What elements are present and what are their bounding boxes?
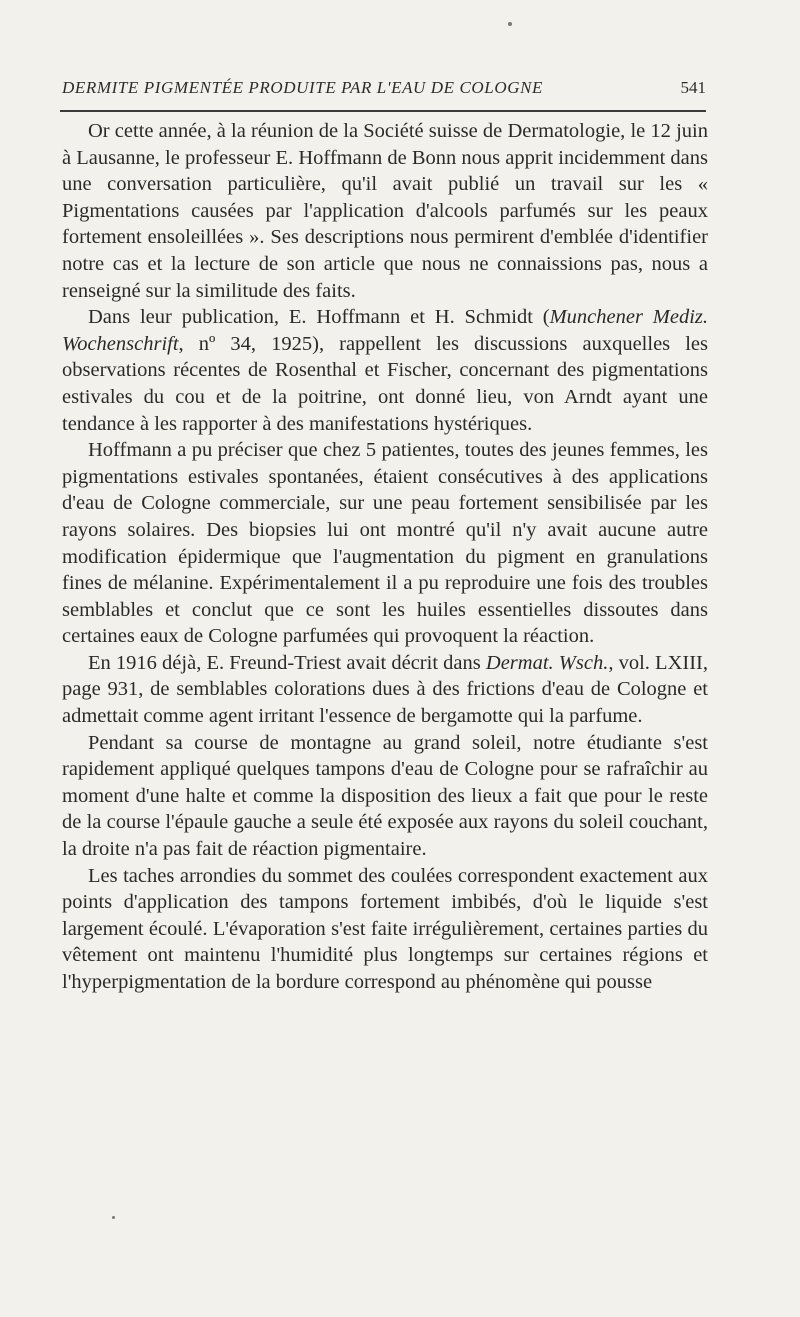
text-run: Les taches arrondies du sommet des coulées correspondent exactement aux points d'application des tampons fortement imbibés, d'où le liquide s'est largement écoulé. L'évaporation s'est faite irrégulièrement, certaines parties du vêtement ont maintenu l'humidité plus longtemps sur certaines régions et l'hyperpigmentation de la bordure correspond au phénomène qui pousse: [62, 864, 708, 993]
running-title: DERMITE PIGMENTÉE PRODUITE PAR L'EAU DE COLOGNE: [62, 78, 544, 97]
text-run: Pendant sa course de montagne au grand soleil, notre étudiante s'est rapidement appliqué quelques tampons d'eau de Cologne pour se rafraîchir au moment d'une halte et comme la disposition des lieux a fait que pour le reste de la course l'épaule gauche a seule été exposée aux rayons du soleil couchant, la droite n'a pas fait de réaction pigmentaire.: [62, 731, 708, 861]
italic-citation: Dermat. Wsch.: [485, 651, 609, 674]
text-run: En 1916 déjà, E. Freund-Triest avait décrit dans: [88, 651, 486, 674]
page-number: 541: [680, 78, 706, 97]
text-run: Hoffmann a pu préciser que chez 5 patientes, toutes des jeunes femmes, les pigmentations estivales spontanées, étaient consécutives à des applications d'eau de Cologne commerciale, sur une peau fortement sensibilisée par les rayons solaires. Des biopsies lui ont montré qu'il n'y avait aucune autre modification épidermique que l'augmentation du pigment en granulations fines de mélanine. Expérimentalement il a pu reproduire une fois des troubles semblables et conclut que ce sont les huiles essentielles dissoutes dans certaines eaux de Cologne parfumées qui provoquent la réaction.: [62, 439, 708, 648]
paragraph: [62, 437, 708, 650]
text-run: , vol. LXIII, page 931, de semblables colorations dues à des frictions d'eau de Cologne et admettait comme agent irritant l'essence de bergamotte qui la parfume.: [62, 651, 708, 728]
text-run: , nº 34, 1925), rappellent les discussions auxquelles les observations récentes de Rosenthal et Fischer, concernant des pigmentations estivales du cou et de la poitrine, ont donné lieu, von Arndt ayant une tendance à les rapporter à des manifestations hystériques.: [62, 332, 708, 435]
page-speck: [112, 1216, 115, 1219]
running-header: [62, 78, 706, 98]
paragraph: [62, 863, 708, 996]
header-rule: [60, 110, 706, 112]
body-text: [62, 118, 708, 996]
paragraph: [62, 118, 708, 304]
italic-citation: Munchener Mediz. Wochenschrift: [62, 306, 709, 355]
page-speck: [508, 22, 512, 26]
text-run: Dans leur publication, E. Hoffmann et H. Schmidt (: [88, 306, 550, 329]
paragraph: [62, 650, 708, 730]
paragraph: [62, 730, 708, 863]
paragraph: [62, 304, 708, 437]
text-run: Or cette année, à la réunion de la Société suisse de Dermatologie, le 12 juin à Lausanne, le professeur E. Hoffmann de Bonn nous apprit incidemment dans une conversation particulière, qu'il avait publié un travail sur les « Pigmentations causées par l'application d'alcools parfumés sur les peaux fortement ensoleillées ». Ses descriptions nous permirent d'emblée d'identifier notre cas et la lecture de son article que nous ne connaissions pas, nous a renseigné sur la similitude des faits.: [62, 120, 708, 302]
